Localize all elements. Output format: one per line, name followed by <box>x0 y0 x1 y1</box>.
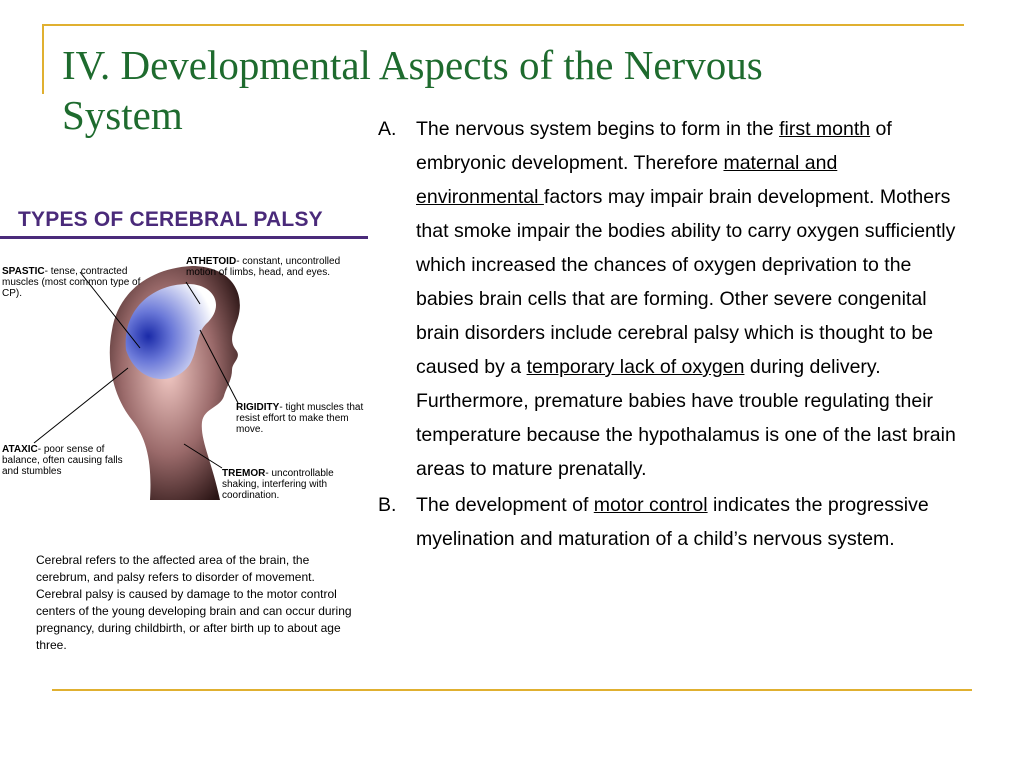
emphasis-motor-control: motor control <box>593 494 708 516</box>
label-tremor: TREMOR- uncontrollable shaking, interfering with coordination. <box>222 468 334 501</box>
label-athetoid: ATHETOID- constant, uncontrolled motion of limbs, head, and eyes. <box>186 256 341 278</box>
point-a-marker: A. <box>378 118 397 140</box>
left-accent-rule <box>42 24 44 94</box>
emphasis-first-month: first month <box>779 118 871 140</box>
label-spastic: SPASTIC- tense, contracted muscles (most common type of CP). <box>2 266 141 299</box>
label-rigidity: RIGIDITY- tight muscles that resist effort to make them move. <box>236 402 364 435</box>
ataxic-leader-line <box>34 368 128 443</box>
emphasis-lack-of-oxygen: temporary lack of oxygen <box>526 356 745 378</box>
slide-title: IV. Developmental Aspects of the Nervous System <box>62 42 763 138</box>
figure-title: TYPES OF CEREBRAL PALSY <box>18 208 323 231</box>
label-ataxic: ATAXIC- poor sense of balance, often causing falls and stumbles <box>2 444 123 477</box>
slide-body <box>378 112 963 558</box>
point-b-marker: B. <box>378 494 397 516</box>
figure-caption: Cerebral refers to the affected area of the brain, the cerebrum, and palsy refers to disorder of movement. Cerebral palsy is caused by damage to the motor control centers of the young developing brain and can occur during pregnancy, during childbirth, or after birth up to about age three. <box>36 553 352 652</box>
point-b: B. The development of motor control indicates the progressive myelination and maturation of a child’s nervous system. <box>378 488 963 556</box>
cerebral-palsy-figure <box>0 200 372 520</box>
bottom-accent-rule <box>52 689 972 691</box>
top-accent-rule <box>44 24 964 26</box>
emphasis-maternal-environmental: maternal and environmental <box>416 152 838 208</box>
point-a: A. The nervous system begins to form in the first month of embryonic development. Therefore maternal and environmental factors may impair brain development. Mothers that smoke impair the bodies ability to carry oxygen sufficiently which increased the chances of oxygen deprivation to the babies brain cells that are forming. Other severe congenital brain disorders include cerebral palsy which is thought to be caused by a temporary lack of oxygen during delivery. Furthermore, premature babies have trouble regulating their temperature because the hypothalamus is one of the last brain areas to mature prenatally. <box>378 112 963 486</box>
